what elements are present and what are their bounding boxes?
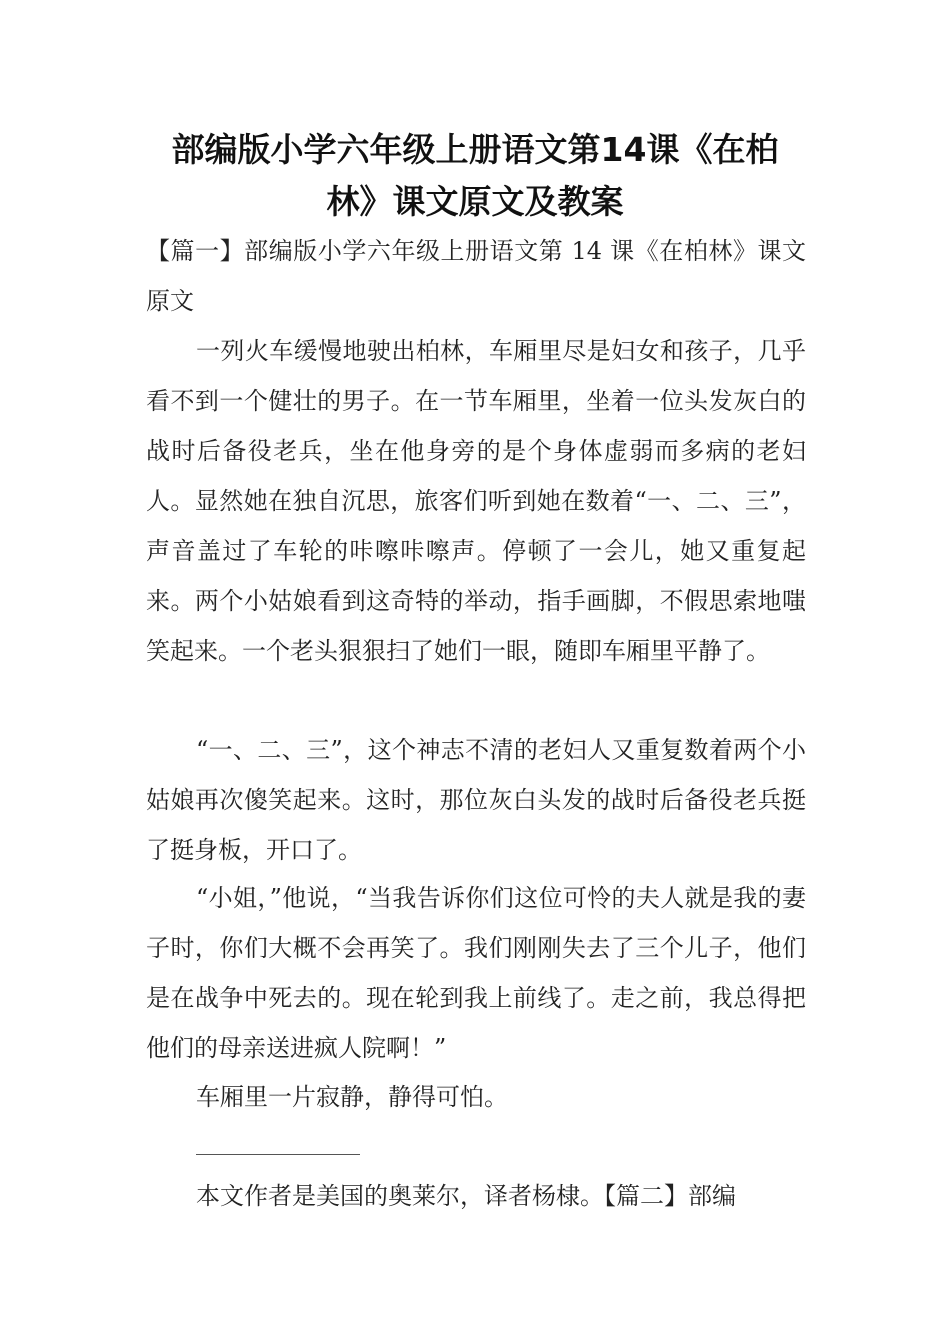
title-line-2: 林》课文原文及教案 [326, 182, 624, 221]
title-line-1: 部编版小学六年级上册语文第14课《在柏 [171, 130, 779, 169]
paragraph-3: “小姐，”他说，“当我告诉你们这位可怜的夫人就是我的妻子时，你们大概不会再笑了。我们刚刚失去了三个儿子，他们是在战争中死去的。现在轮到我上前线了。走之前，我总得把他们的母亲送进疯人院啊！” [146, 884, 806, 1062]
document-title [110, 124, 840, 228]
paragraph-2: “一、二、三”，这个神志不清的老妇人又重复数着两个小姑娘再次傻笑起来。这时，那位灰白头发的战时后备役老兵挺了挺身板，开口了。 [146, 736, 806, 864]
footnote-separator [196, 1154, 360, 1155]
paragraph-1: 一列火车缓慢地驶出柏林，车厢里尽是妇女和孩子，几乎看不到一个健壮的男子。在一节车厢里，坐着一位头发灰白的战时后备役老兵，坐在他身旁的是个身体虚弱而多病的老妇人。显然她在独自沉思，旅客们听到她在数着“一、二、三”，声音盖过了车轮的咔嚓咔嚓声。停顿了一会儿，她又重复起来。两个小姑娘看到这奇特的举动，指手画脚，不假思索地嗤笑起来。一个老头狠狠扫了她们一眼，随即车厢里平静了。 [146, 337, 806, 665]
paragraph-4: 车厢里一片寂静，静得可怕。 [196, 1083, 508, 1111]
footnote-text: 本文作者是美国的奥莱尔，译者杨棣。【篇二】部编 [196, 1182, 736, 1210]
section-heading: 【篇一】部编版小学六年级上册语文第 14 课《在柏林》课文原文 [146, 237, 806, 315]
